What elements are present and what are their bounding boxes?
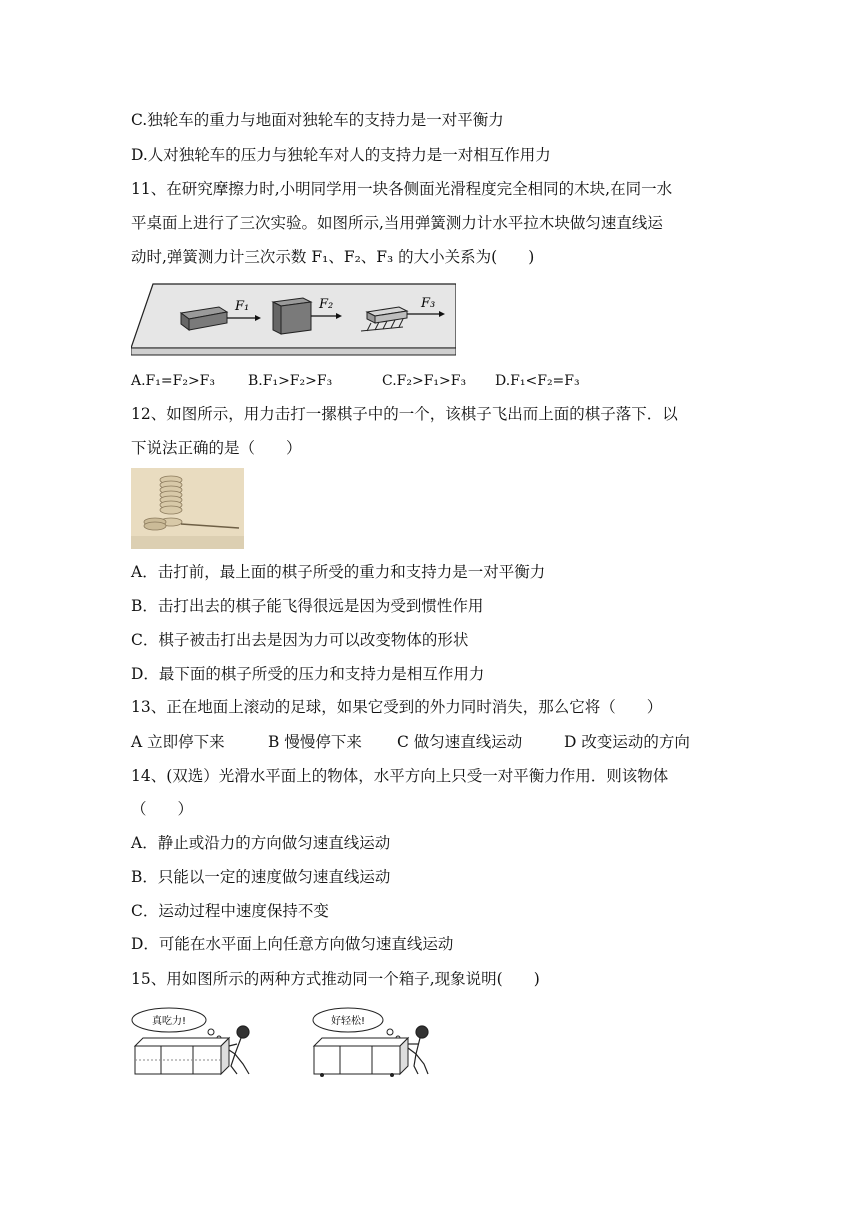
q14-option-c: C．运动过程中速度保持不变 xyxy=(131,902,329,920)
bubble-left-text: 真吃力! xyxy=(151,1016,187,1027)
q13-option-b: B 慢慢停下来 xyxy=(268,733,362,751)
q15-text: 15、用如图所示的两种方式推动同一个箱子,现象说明( ) xyxy=(131,970,540,988)
bubble-right-text: 好轻松! xyxy=(330,1016,366,1027)
q11-option-a: A.F₁=F₂>F₃ xyxy=(131,373,215,389)
q11-option-d: D.F₁<F₂=F₃ xyxy=(495,373,580,389)
q12-option-d: D．最下面的棋子所受的压力和支持力是相互作用力 xyxy=(131,665,485,683)
q11-text-1: 11、在研究摩擦力时,小明同学用一块各侧面光滑程度完全相同的木块,在同一水 xyxy=(131,180,673,198)
q13-text: 13、正在地面上滚动的足球，如果它受到的外力同时消失，那么它将（ ） xyxy=(131,698,663,716)
q11-option-b: B.F₁>F₂>F₃ xyxy=(248,373,333,389)
push-box-easy-figure xyxy=(312,1002,447,1078)
q11-option-c: C.F₂>F₁>F₃ xyxy=(382,373,467,389)
f3-label: F₃ xyxy=(421,296,436,311)
q13-option-d: D 改变运动的方向 xyxy=(564,733,690,751)
q12-option-b: B．击打出去的棋子能飞得很远是因为受到惯性作用 xyxy=(131,597,484,615)
q12-text-1: 12、如图所示，用力击打一摞棋子中的一个，该棋子飞出而上面的棋子落下．以 xyxy=(131,405,678,423)
f1-label: F₁ xyxy=(235,299,250,314)
push-box-hard-figure xyxy=(131,1002,271,1078)
q12-text-2: 下说法正确的是（ ） xyxy=(131,439,302,457)
q12-option-c: C．棋子被击打出去是因为力可以改变物体的形状 xyxy=(131,631,469,649)
q13-option-a: A 立即停下来 xyxy=(131,733,225,751)
q14-option-a: A．静止或沿力的方向做匀速直线运动 xyxy=(131,834,391,852)
friction-experiment-figure xyxy=(131,282,456,358)
option-c-prev: C.独轮车的重力与地面对独轮车的支持力是一对平衡力 xyxy=(131,111,504,129)
q11-text-3: 动时,弹簧测力计三次示数 F₁、F₂、F₃ 的大小关系为( ) xyxy=(131,248,535,266)
q12-option-a: A．击打前，最上面的棋子所受的重力和支持力是一对平衡力 xyxy=(131,563,546,581)
q13-option-c: C 做匀速直线运动 xyxy=(397,733,523,751)
q14-text-1: 14、(双选）光滑水平面上的物体，水平方向上只受一对平衡力作用．则该物体 xyxy=(131,767,669,785)
f2-label: F₂ xyxy=(319,297,334,312)
q11-text-2: 平桌面上进行了三次实验。如图所示,当用弹簧测力计水平拉木块做匀速直线运 xyxy=(131,214,663,232)
q14-option-d: D．可能在水平面上向任意方向做匀速直线运动 xyxy=(131,935,454,953)
q14-option-b: B．只能以一定的速度做匀速直线运动 xyxy=(131,868,391,886)
q14-text-2: （ ） xyxy=(131,800,194,818)
chess-stack-figure xyxy=(131,468,244,549)
option-d-prev: D.人对独轮车的压力与独轮车对人的支持力是一对相互作用力 xyxy=(131,146,551,164)
